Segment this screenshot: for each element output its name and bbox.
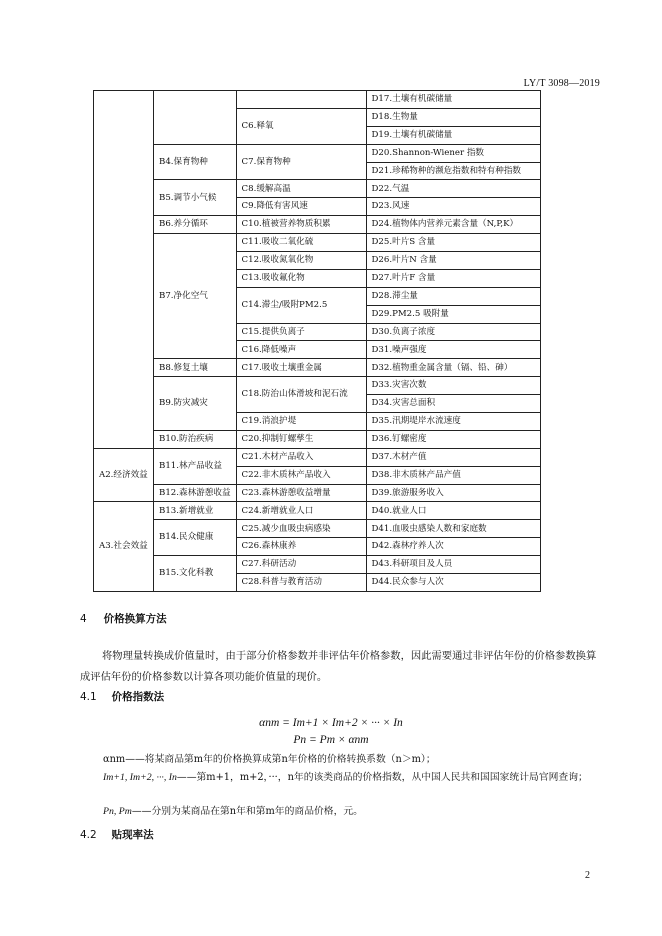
table-row bbox=[94, 91, 541, 109]
table-cell: B6.养分循环 bbox=[154, 216, 237, 234]
table-cell: B7.净化空气 bbox=[154, 234, 237, 359]
table-cell: D26.叶片N 含量 bbox=[366, 252, 540, 270]
table-cell: C26.森林康养 bbox=[236, 538, 366, 556]
formula-current-price: Pn = Pm × αnm bbox=[293, 734, 369, 746]
definition-text: ——分别为某商品在第n年和第m年的商品价格，元。 bbox=[131, 806, 363, 817]
table-row bbox=[94, 216, 541, 234]
table-cell: A2.经济效益 bbox=[94, 448, 154, 502]
table-cell: C23.森林游憩收益增量 bbox=[236, 484, 366, 502]
table-row bbox=[94, 430, 541, 448]
table-cell: C8.缓解高温 bbox=[236, 180, 366, 198]
definition-alpha: αnm——将某商品第m年的价格换算成第n年价格的价格转换系数（n＞m）； bbox=[103, 754, 436, 765]
table-row bbox=[94, 377, 541, 395]
indicator-table bbox=[93, 90, 541, 592]
table-cell: D23.风速 bbox=[366, 198, 540, 216]
table-cell: C18.防治山体滑坡和泥石流 bbox=[236, 377, 366, 413]
definition-prices bbox=[103, 803, 603, 821]
table-cell: C24.新增就业人口 bbox=[236, 502, 366, 520]
table-cell: C7.保育物种 bbox=[236, 144, 366, 180]
table-cell: D36.钉螺密度 bbox=[366, 430, 540, 448]
table-cell: D20.Shannon-Wiener 指数 bbox=[366, 144, 540, 162]
section-number: 4 bbox=[80, 613, 87, 625]
table-cell: D31.噪声强度 bbox=[366, 341, 540, 359]
table-cell: D34.灾害总面积 bbox=[366, 395, 540, 413]
table-row bbox=[94, 484, 541, 502]
table-cell: C25.减少血吸虫病感染 bbox=[236, 520, 366, 538]
table-cell: C28.科普与教育活动 bbox=[236, 574, 366, 592]
table-cell bbox=[94, 91, 154, 449]
section-title: 价格指数法 bbox=[111, 691, 165, 703]
definition-symbol: Im+1, Im+2, ···, In bbox=[103, 772, 177, 783]
table-cell: D42.森林疗养人次 bbox=[366, 538, 540, 556]
table-cell: D40.就业人口 bbox=[366, 502, 540, 520]
table-cell: B14.民众健康 bbox=[154, 520, 237, 556]
table-cell: C27.科研活动 bbox=[236, 556, 366, 574]
table-cell: B15.文化科教 bbox=[154, 556, 237, 592]
table-cell bbox=[154, 91, 237, 145]
formula-price-conversion-coefficient: αnm = Im+1 × Im+2 × ··· × In bbox=[259, 717, 403, 729]
definition-text: ——第m+1，m+2，···，n年的该类商品的价格指数，从中国人民共和国国家统计局官网查询； bbox=[176, 772, 588, 783]
table-row bbox=[94, 180, 541, 198]
table-cell: D33.灾害次数 bbox=[366, 377, 540, 395]
section-title: 价格换算方法 bbox=[103, 613, 167, 625]
section-number: 4.1 bbox=[80, 691, 97, 703]
table-cell: C16.降低噪声 bbox=[236, 341, 366, 359]
table-cell: B10.防治疾病 bbox=[154, 430, 237, 448]
table-cell: C12.吸收氮氧化物 bbox=[236, 252, 366, 270]
section-number: 4.2 bbox=[80, 829, 97, 841]
table-cell: C11.吸收二氧化硫 bbox=[236, 234, 366, 252]
table-row bbox=[94, 556, 541, 574]
table-cell: D25.叶片S 含量 bbox=[366, 234, 540, 252]
table-cell: B4.保育物种 bbox=[154, 144, 237, 180]
table-cell bbox=[236, 91, 366, 109]
table-cell: D32.植物重金属含量（镉、铅、砷） bbox=[366, 359, 540, 377]
table-cell: D38.非木质林产品产值 bbox=[366, 466, 540, 484]
section-4-paragraph: 将物理量转换成价值量时，由于部分价格参数并非评估年价格参数，因此需要通过非评估年份的价格参数换算成评估年份的价格参数以计算各项功能价值量的现价。 bbox=[80, 650, 597, 683]
table-cell: D43.科研项目及人员 bbox=[366, 556, 540, 574]
table-cell: C20.抑制钉螺孳生 bbox=[236, 430, 366, 448]
table-cell: D18.生物量 bbox=[366, 108, 540, 126]
table-cell: B8.修复土壤 bbox=[154, 359, 237, 377]
table-row bbox=[94, 448, 541, 466]
table-cell: C19.消浪护堤 bbox=[236, 413, 366, 431]
table-cell: D28.滞尘量 bbox=[366, 287, 540, 305]
table-cell: D19.土壤有机碳储量 bbox=[366, 126, 540, 144]
table-cell: B5.调节小气候 bbox=[154, 180, 237, 216]
page-number: 2 bbox=[585, 870, 590, 881]
table-cell: D21.珍稀物种的濒危指数和特有种指数 bbox=[366, 162, 540, 180]
definition-symbol: Pn, Pm bbox=[103, 806, 132, 817]
table-cell: D35.汛期堤岸水流速度 bbox=[366, 413, 540, 431]
table-cell: B13.新增就业 bbox=[154, 502, 237, 520]
table-cell: B11.林产品收益 bbox=[154, 448, 237, 484]
table-row bbox=[94, 502, 541, 520]
table-cell: D17.土壤有机碳储量 bbox=[366, 91, 540, 109]
table-cell: D44.民众参与人次 bbox=[366, 574, 540, 592]
table-cell: B12.森林游憩收益 bbox=[154, 484, 237, 502]
table-cell: C10.植被营养物质积累 bbox=[236, 216, 366, 234]
table-row bbox=[94, 144, 541, 162]
table-cell: B9.防灾减灾 bbox=[154, 377, 237, 431]
table-cell: A3.社会效益 bbox=[94, 502, 154, 591]
table-row bbox=[94, 234, 541, 252]
table-cell: C9.降低有害风速 bbox=[236, 198, 366, 216]
table-row bbox=[94, 359, 541, 377]
section-4-2-heading bbox=[80, 827, 154, 842]
section-4-heading bbox=[80, 611, 167, 626]
definition-price-index bbox=[103, 769, 603, 787]
table-cell: C13.吸收氟化物 bbox=[236, 269, 366, 287]
table-cell: C14.滞尘/吸附PM2.5 bbox=[236, 287, 366, 323]
table-cell: D37.木材产值 bbox=[366, 448, 540, 466]
table-cell: D27.叶片F 含量 bbox=[366, 269, 540, 287]
table-cell: D22.气温 bbox=[366, 180, 540, 198]
table-cell: C15.提供负离子 bbox=[236, 323, 366, 341]
table-cell: D24.植物体内营养元素含量（N,P,K） bbox=[366, 216, 540, 234]
section-4-1-heading bbox=[80, 689, 164, 704]
table-cell: D39.旅游服务收入 bbox=[366, 484, 540, 502]
standard-code: LY/T 3098—2019 bbox=[523, 78, 600, 89]
section-title: 贴现率法 bbox=[111, 829, 154, 841]
table-cell: C22.非木质林产品收入 bbox=[236, 466, 366, 484]
table-row bbox=[94, 520, 541, 538]
table-cell: D41.血吸虫感染人数和家庭数 bbox=[366, 520, 540, 538]
table-cell: C21.木材产品收入 bbox=[236, 448, 366, 466]
table-cell: D30.负离子浓度 bbox=[366, 323, 540, 341]
table-cell: C17.吸收土壤重金属 bbox=[236, 359, 366, 377]
table-cell: C6.释氧 bbox=[236, 108, 366, 144]
table-cell: D29.PM2.5 吸附量 bbox=[366, 305, 540, 323]
